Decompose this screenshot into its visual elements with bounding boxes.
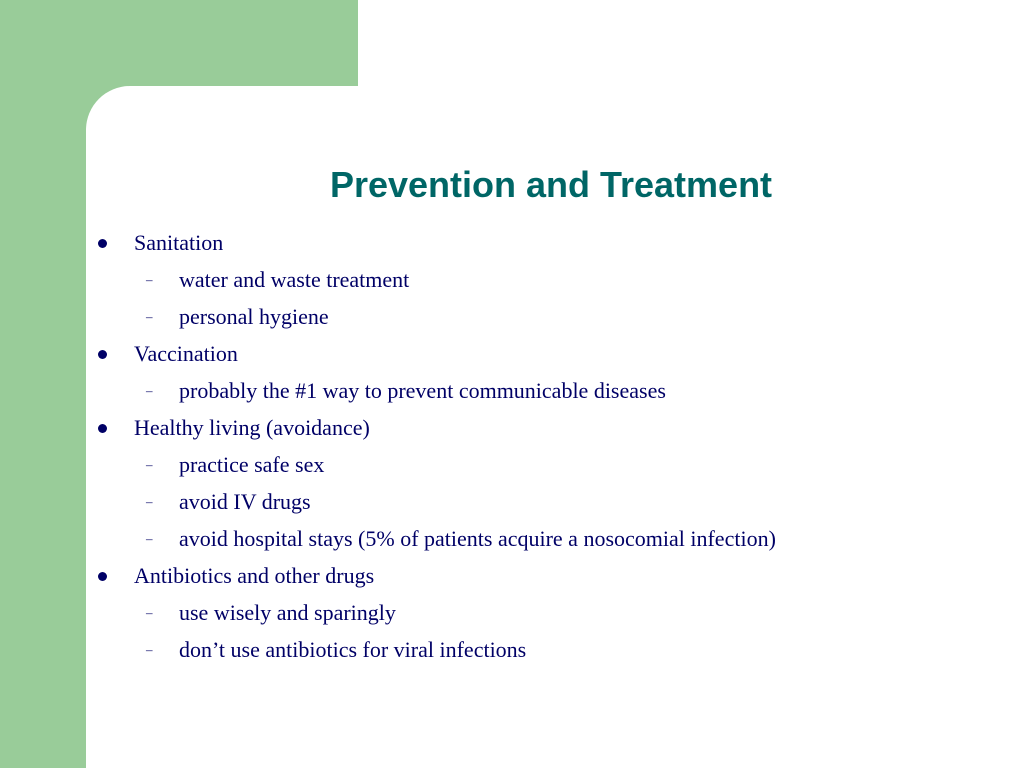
sub-bullet-item	[96, 524, 799, 554]
sub-bullet-text: use wisely and sparingly	[179, 600, 396, 625]
sub-bullet-text: personal hygiene	[179, 304, 329, 329]
dash-icon: –	[146, 494, 153, 509]
sub-bullet-item	[96, 487, 796, 517]
bullet-list	[96, 228, 796, 672]
dash-icon: –	[146, 272, 153, 287]
sub-bullet-text: probably the #1 way to prevent communicable diseases	[179, 378, 666, 403]
dash-icon: –	[146, 383, 153, 398]
bullet-text: Vaccination	[134, 341, 238, 366]
bullet-dot-icon	[98, 350, 107, 359]
sub-bullet-text: avoid hospital stays (5% of patients acquire a nosocomial infection)	[179, 526, 776, 551]
dash-icon: –	[146, 457, 153, 472]
sub-bullet-item	[96, 635, 796, 665]
dash-icon: –	[146, 605, 153, 620]
sub-bullet-item	[96, 302, 796, 332]
sub-bullet-item	[96, 376, 796, 406]
sub-bullet-item	[96, 598, 796, 628]
sub-bullet-text: avoid IV drugs	[179, 489, 311, 514]
sub-bullet-text: practice safe sex	[179, 452, 325, 477]
sub-bullet-item	[96, 450, 796, 480]
bullet-text: Antibiotics and other drugs	[134, 563, 375, 588]
bullet-item	[96, 339, 796, 369]
bullet-dot-icon	[98, 424, 107, 433]
bullet-item	[96, 413, 796, 443]
bullet-dot-icon	[98, 239, 107, 248]
sub-bullet-text: water and waste treatment	[179, 267, 410, 292]
bullet-item	[96, 561, 796, 591]
dash-icon: –	[146, 531, 153, 546]
slide-title: Prevention and Treatment	[329, 164, 773, 205]
bullet-dot-icon	[98, 572, 107, 581]
bullet-item	[96, 228, 796, 258]
sub-bullet-text: don’t use antibiotics for viral infections	[179, 637, 527, 662]
dash-icon: –	[146, 309, 153, 324]
sub-bullet-item	[96, 265, 796, 295]
bullet-text: Healthy living (avoidance)	[134, 415, 370, 440]
dash-icon: –	[146, 642, 153, 657]
bullet-text: Sanitation	[134, 230, 224, 255]
